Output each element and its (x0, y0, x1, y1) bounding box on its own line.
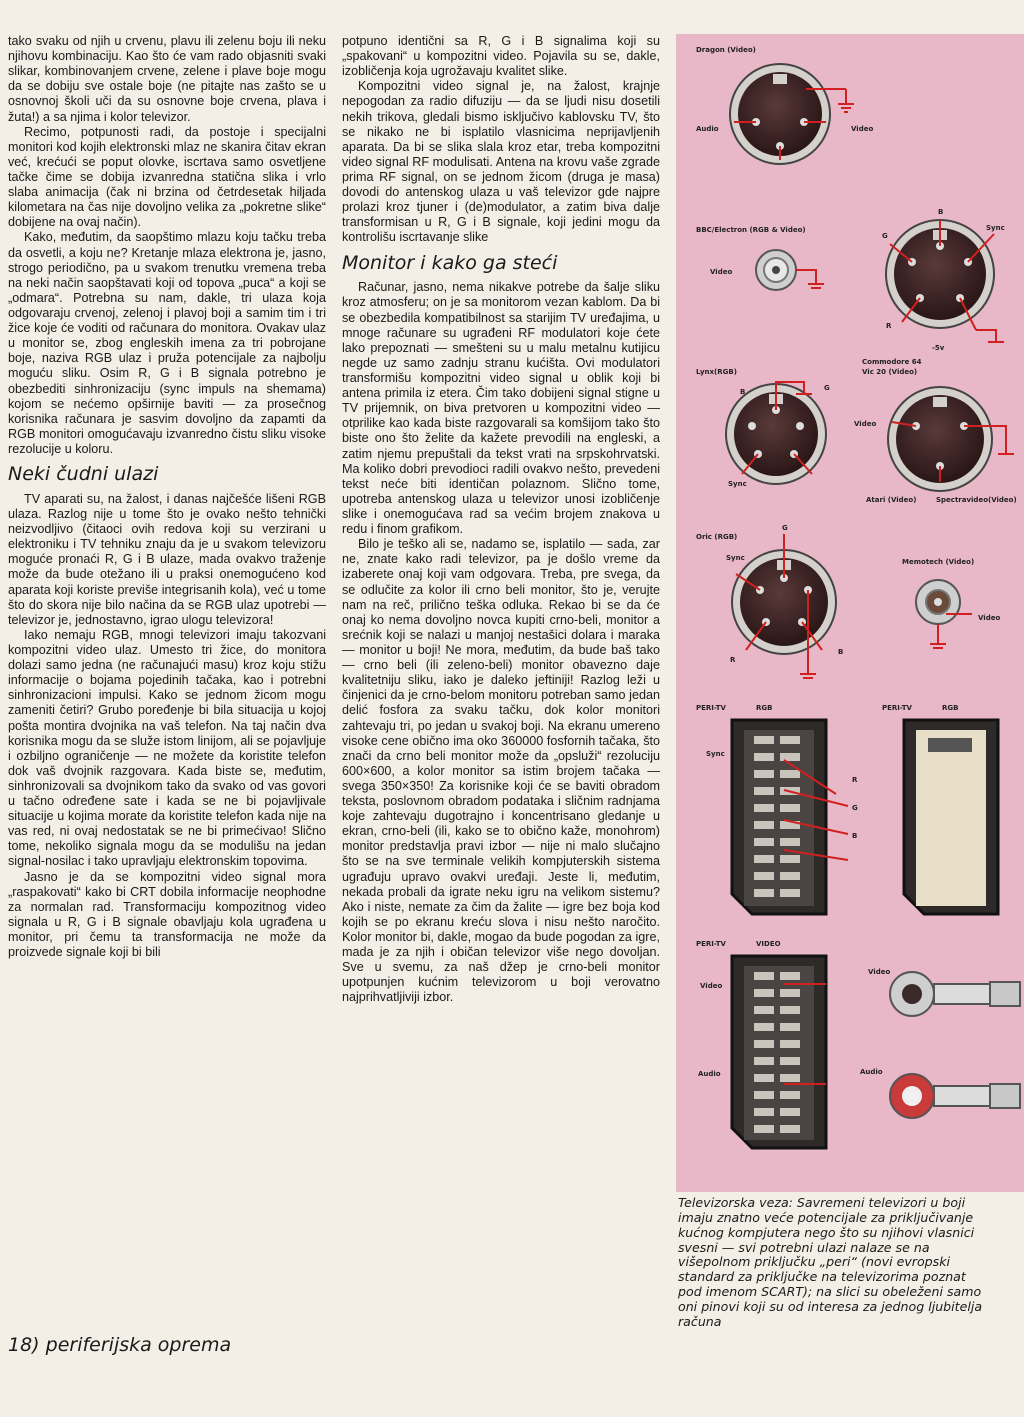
scart-pin (780, 1023, 800, 1031)
text-column-middle (342, 34, 660, 1006)
scart-pin (780, 753, 800, 761)
label-atari: Atari (Video) (866, 496, 917, 504)
bbc-rgb-din-connector (886, 220, 1004, 342)
label-video-bbc: Video (710, 268, 733, 276)
scart-pin (754, 972, 774, 980)
scart-pin (754, 838, 774, 846)
section-heading: Neki čudni ulazi (8, 463, 159, 486)
scart-pin (780, 1108, 800, 1116)
label-r: R (730, 656, 736, 664)
label-memotech: Memotech (Video) (902, 558, 975, 566)
label-peri-tv: PERI-TV (882, 704, 912, 712)
label-video: Video (868, 968, 891, 976)
paragraph: Recimo, potpunosti radi, da postoje i specijalni monitori kod kojih elektronski mlaz ne skanira čitav ekran već, krećući se poput olovke, iscrtava samo osvetljene tačke čime se dobija izvanredna statična slika i vrlo slaba animacija (čak ni brzina od četrdesetak hiljada kilometara na čas nije dovoljno velika za „pokretne slike“ dobijene na ovaj način). (8, 124, 326, 230)
scart-pin (754, 889, 774, 897)
paragraph: Iako nemaju RGB, mnogi televizori imaju takozvani kompozitni video ulaz. Umesto tri žice, do monitora dolazi samo jedna (ne računajući masu) kroz koju stižu informacije o bojama pojedinih tačaka, kao i potrebni sinhronizacioni impulsi. Kako se jednom žicom mogu zameniti četiri? Grubo poređenje bi bila situacija u kojoj pošta montira dvojnika na vaš telefon. Na taj način dva korisnika mogu da se služe istom linijom, ali se pojavljuje i ozbiljno ograničenje — ne možete da koristite telefon dok vaš dvojnik razgovara. Kada biste se, međutim, sinhronizovali sa dvojnikom tako da svako od vas govori u tačno određene sate i kada se ne bi pojavljivale situacije u kojima morate da koristite telefon kada nije na vas red, ni ovaj nedostatak se ne bi primećivao! Slično tome, nekoliko signala mogu da se modulišu na jedan signal-nosilac i tako upravljaju elektronskim topovima. (8, 627, 326, 869)
scart-pin (780, 770, 800, 778)
commodore-din-connector (888, 387, 1014, 491)
scart-pin (754, 855, 774, 863)
scart-pin (780, 972, 800, 980)
label-g: G (782, 524, 788, 532)
scart-connector-video (732, 956, 826, 1148)
scart-connector-rear (904, 720, 998, 914)
label-g: G (852, 804, 858, 812)
label-rgb: RGB (756, 704, 773, 712)
label-video-c64: Video (854, 420, 877, 428)
paragraph: Kako, međutim, da saopštimo mlazu koju tačku treba da osvetli, a koju ne? Kretanje mlaza elektrona je, jasno, strogo periodično, pa u svakom trenutku vremena treba na neki način saopštavati koji od topova „puca“ a koji se „odmara“. Potrebna su nam, dakle, tri ulaza koja odgovaraju crvenoj, zelenoj i plavoj boji a samim tim i tri žice koje će voditi od računara do monitora. Ovakav ulaz u monitor se, zbog engleskih imena za tri pobrojane boje, naziva RGB ulaz i pruža potencijale za najbolju moguću sliku. Osim R, G i B signala potrebno je obezbediti sinhronizaciju (sync impuls na shemama) kojom se nećemo opširnije baviti — za prosečnog korisnika računara je sasvim dovoljno da zapamti da RGB monitori omogućavaju izvanredno čistu sliku visoke rezolucije u koloru. (8, 230, 326, 456)
label-spectravideo: Spectravideo(Video) (936, 496, 1017, 504)
label-g: G (882, 232, 888, 240)
paragraph: tako svaku od njih u crvenu, plavu ili zelenu boju ili neku njihovu kombinaciju. Kao što će vam rado objasniti svaki slikar, kombinovanjem crvene, zelene i plave boje mogu da se dobiju sve ostale boje (ne pitajte nas zašto se u osnovnoj školi uči da su osnovne boje crvena, plava i žuta!) a sa njima i kolor televizor. (8, 34, 326, 124)
scart-pin (754, 1023, 774, 1031)
scart-pin (780, 855, 800, 863)
scart-pin (754, 753, 774, 761)
label-dragon: Dragon (Video) (696, 46, 756, 54)
scart-pin (780, 804, 800, 812)
label-sync: Sync (728, 480, 747, 488)
label-r: R (852, 776, 858, 784)
label-peri-tv: PERI-TV (696, 940, 726, 948)
label-video: Video (700, 982, 723, 990)
scart-pin (754, 872, 774, 880)
scart-pin (780, 1040, 800, 1048)
label-peri-tv: PERI-TV (696, 704, 726, 712)
scart-pin (780, 1074, 800, 1082)
rca-audio-connector (890, 1074, 1020, 1118)
label-bbc: BBC/Electron (RGB & Video) (696, 226, 806, 234)
scart-pin (780, 1091, 800, 1099)
paragraph: TV aparati su, na žalost, i danas najčešće lišeni RGB ulaza. Razlog nije u tome što je ovako nešto tehnički neizvodljivo (čitaoci ovih redova koji su verzirani u elektroniku i TV tehniku znaju da je u svakom televizoru moguće pronaći R, G i B ulaze, mada ovakvo traženje može da bude otežano ili u praksi onemogućeno kod aparata koji koriste previše integrisanih kola), već u tome što do skora nije bilo načina da se RGB ulaz upotrebi — televizor je, jednostavno, igrao ulogu televizora! (8, 491, 326, 627)
label-oric: Oric (RGB) (696, 533, 738, 541)
paragraph: Računar, jasno, nema nikakve potrebe da šalje sliku kroz atmosferu; on je sa monitorom vezan kablom. Da bi se obezbedila kompatibilnost sa starijim TV uređajima, u mnoge računare su ugrađeni RF modulatori koje ćete lako prepoznati — smešteni su u malu metalnu kutijicu negde uz samo zadnju stranu kućišta. Ovi modulatori transformišu kompozitni video signal u oblik koji bi antena primila iz etera. Čim tako dobijeni signal stigne u TV prijemnik, on biva pretvoren u kompozitni video — otprilike kao kada biste razgovarali sa komšijom tako što biste ono što želite da kažete prevodili na engleski, a zatim njemu prepuštali da tekst vrati na srpskohrvatski. Ma koliko dobri prevodioci radili ovakvo nešto, prevedeni tekst neće biti identičan polaznom. Slično tome, upotreba antenskog ulaza u televizor unosi izobličenje slike i onemogućava rad sa većim brojem znakova u redu i finom grafikom. (342, 280, 660, 537)
label-r: R (886, 322, 892, 330)
scart-pin (780, 1057, 800, 1065)
scart-pin (754, 1091, 774, 1099)
lynx-din-connector (726, 382, 826, 484)
text-column-left (8, 34, 326, 960)
label-b: B (838, 648, 844, 656)
scart-pin (754, 821, 774, 829)
label-b: B (852, 832, 858, 840)
scart-pin (754, 1040, 774, 1048)
scart-pin (780, 1006, 800, 1014)
label-audio: Audio (696, 125, 719, 133)
paragraph: Kompozitni video signal je, na žalost, krajnje nepogodan za radio difuziju — da se ljudi nisu dosetili nekih trikova, gledali bismo isključivo kablovsku TV, što se nikako ne bi isplatilo vlasnicima neprijavljenih aparata. Da bi se slika slala kroz etar, treba kompozitni video signal RF modulisati. Antena na krovu vaše zgrade prima RF signal, on se jednom žicom (druga je masa) dovodi do antenskog ulaza u vaš televizor gde najpre prolazi kroz tjuner i (de)modulator, a zatim biva dalje transformisan u R, G i B signale, koji jedini mogu da kontrolišu iscrtavanje slike (342, 79, 660, 245)
scart-pin (780, 736, 800, 744)
scart-pin (780, 872, 800, 880)
scart-pin (780, 889, 800, 897)
scart-pin (780, 838, 800, 846)
rca-video-connector (890, 972, 1020, 1016)
section-heading: Monitor i kako ga steći (342, 251, 558, 274)
paragraph: Jasno je da se kompozitni video signal mora „raspakovati“ kako bi CRT dobila informacije neophodne za normalan rad. Transformaciju kompozitnog video signala u R, G i B signale obavljaju kola ugrađena u monitor, pri čemu ta transformacija ne može da proizvede signale koji bi bili (8, 869, 326, 960)
label-minus5v: -5v (932, 344, 945, 352)
label-lynx: Lynx(RGB) (696, 368, 737, 376)
bbc-video-connector (756, 250, 824, 290)
scart-pin (754, 804, 774, 812)
page-footer: 18) periferijska oprema (8, 1334, 232, 1356)
scart-pin (754, 1108, 774, 1116)
label-audio: Audio (860, 1068, 883, 1076)
scart-pin (780, 1125, 800, 1133)
label-sync: Sync (986, 224, 1005, 232)
label-b: B (740, 388, 746, 396)
dragon-din-connector (730, 64, 854, 164)
memotech-video-connector (916, 580, 972, 648)
scart-connector-rgb (732, 720, 848, 914)
label-commodore: Commodore 64 (862, 358, 922, 366)
label-sync: Sync (706, 750, 725, 758)
label-video: Video (851, 125, 874, 133)
scart-pin (754, 1125, 774, 1133)
scart-pin (754, 787, 774, 795)
paragraph: potpuno identični sa R, G i B signalima koji su „spakovani“ u kompozitni video. Pojavila su se, dakle, izobličenja koja ugrožavaju kvalitet slike. (342, 34, 660, 79)
scart-pin (754, 1074, 774, 1082)
connector-diagram (676, 34, 1024, 1192)
paragraph: Bilo je teško ali se, nadamo se, isplatilo — sada, zar ne, znate kako radi televizor, pa je došlo vreme da izaberete onaj koji vam odgovara. Treba, pre svega, da se odlučite za kolor ili crno beli monitor, što je, verujte nam na reč, prilično teška odluka. Rekao bi se da će onaj ko nema dovoljno novca kupiti crno-beli, monitor a srećnik koji se nalazi u manjoj nestašici dolara i maraka — monitor u boji! Ne mora, međutim, da bude baš tako — crno beli (ili zeleno-beli) monitor obavezno daje kvalitetniju sliku, iako je daleko jeftiniji! Razlog leži u činjenici da je crno-belom monitoru potreban samo jedan delić fosfora za svaku tačku, dok kolor monitori zahtevaju tri, po jedan u svakoj boji. Na ekranu umereno visoke cene obično ima oko 360000 fosfornih tačaka, što znači da crno beli monitor može da „opsluži“ rezoluciju 600×600, a kolor monitor sa istim brojem tačaka — svega 350×350! Za korisnike koji će se baviti obradom teksta, poslovnom obradom podataka i sličnim radnjama koje zahtevaju dugotrajno i koncentrisano gledanje u ekran, crno-beli (ili, kako se to obično kaže, monohrom) monitor predstavlja pravi izbor — nije ni malo slučajno što se na sve terminale velikih kompjuterskih sistema ugrađuju upravo ovakvi uređaji. Jeste li, međutim, nekada probali da igrate neku igru na velikom sistemu? Ako i niste, nemate za čim da žalite — igre bez boja kod kojih se po ekranu kreću slova i nisu nešto naročito. Kolor monitor bi, dakle, mogao da bude pogodan za igre, mada je za njih i običan televizor više nego dovoljan. Sve u svemu, za naš džep je crno-beli monitor upotpunjen kućnim televizorom u boji verovatno najprihvatljiviji izbor. (342, 537, 660, 1005)
figure-caption: Televizorska veza: Savremeni televizori u boji imaju znatno veće potencijale za priključivanje kućnog kompjutera nego što su njihovi vlasnici svesni — svi potrebni ulazi nalaze se na višepolnom priključku „peri“ (novi evropski standard za priključke na televizorima poznat pod imenom SCART); na slici su obeleženi samo oni pinovi koji su od interesa za jednog ljubitelja računa (678, 1195, 983, 1329)
scart-pin (754, 736, 774, 744)
scart-pin (780, 989, 800, 997)
label-vic20: Vic 20 (Video) (862, 368, 918, 376)
label-audio: Audio (698, 1070, 721, 1078)
label-rgb: RGB (942, 704, 959, 712)
scart-pin (754, 989, 774, 997)
scart-pin (754, 1006, 774, 1014)
label-video: VIDEO (756, 940, 781, 948)
label-sync: Sync (726, 554, 745, 562)
label-b: B (938, 208, 944, 216)
scart-pin (754, 770, 774, 778)
label-video-memotech: Video (978, 614, 1001, 622)
oric-din-connector (732, 534, 836, 678)
scart-pin (754, 1057, 774, 1065)
connector-diagram-svg (676, 34, 1024, 1192)
label-g: G (824, 384, 830, 392)
